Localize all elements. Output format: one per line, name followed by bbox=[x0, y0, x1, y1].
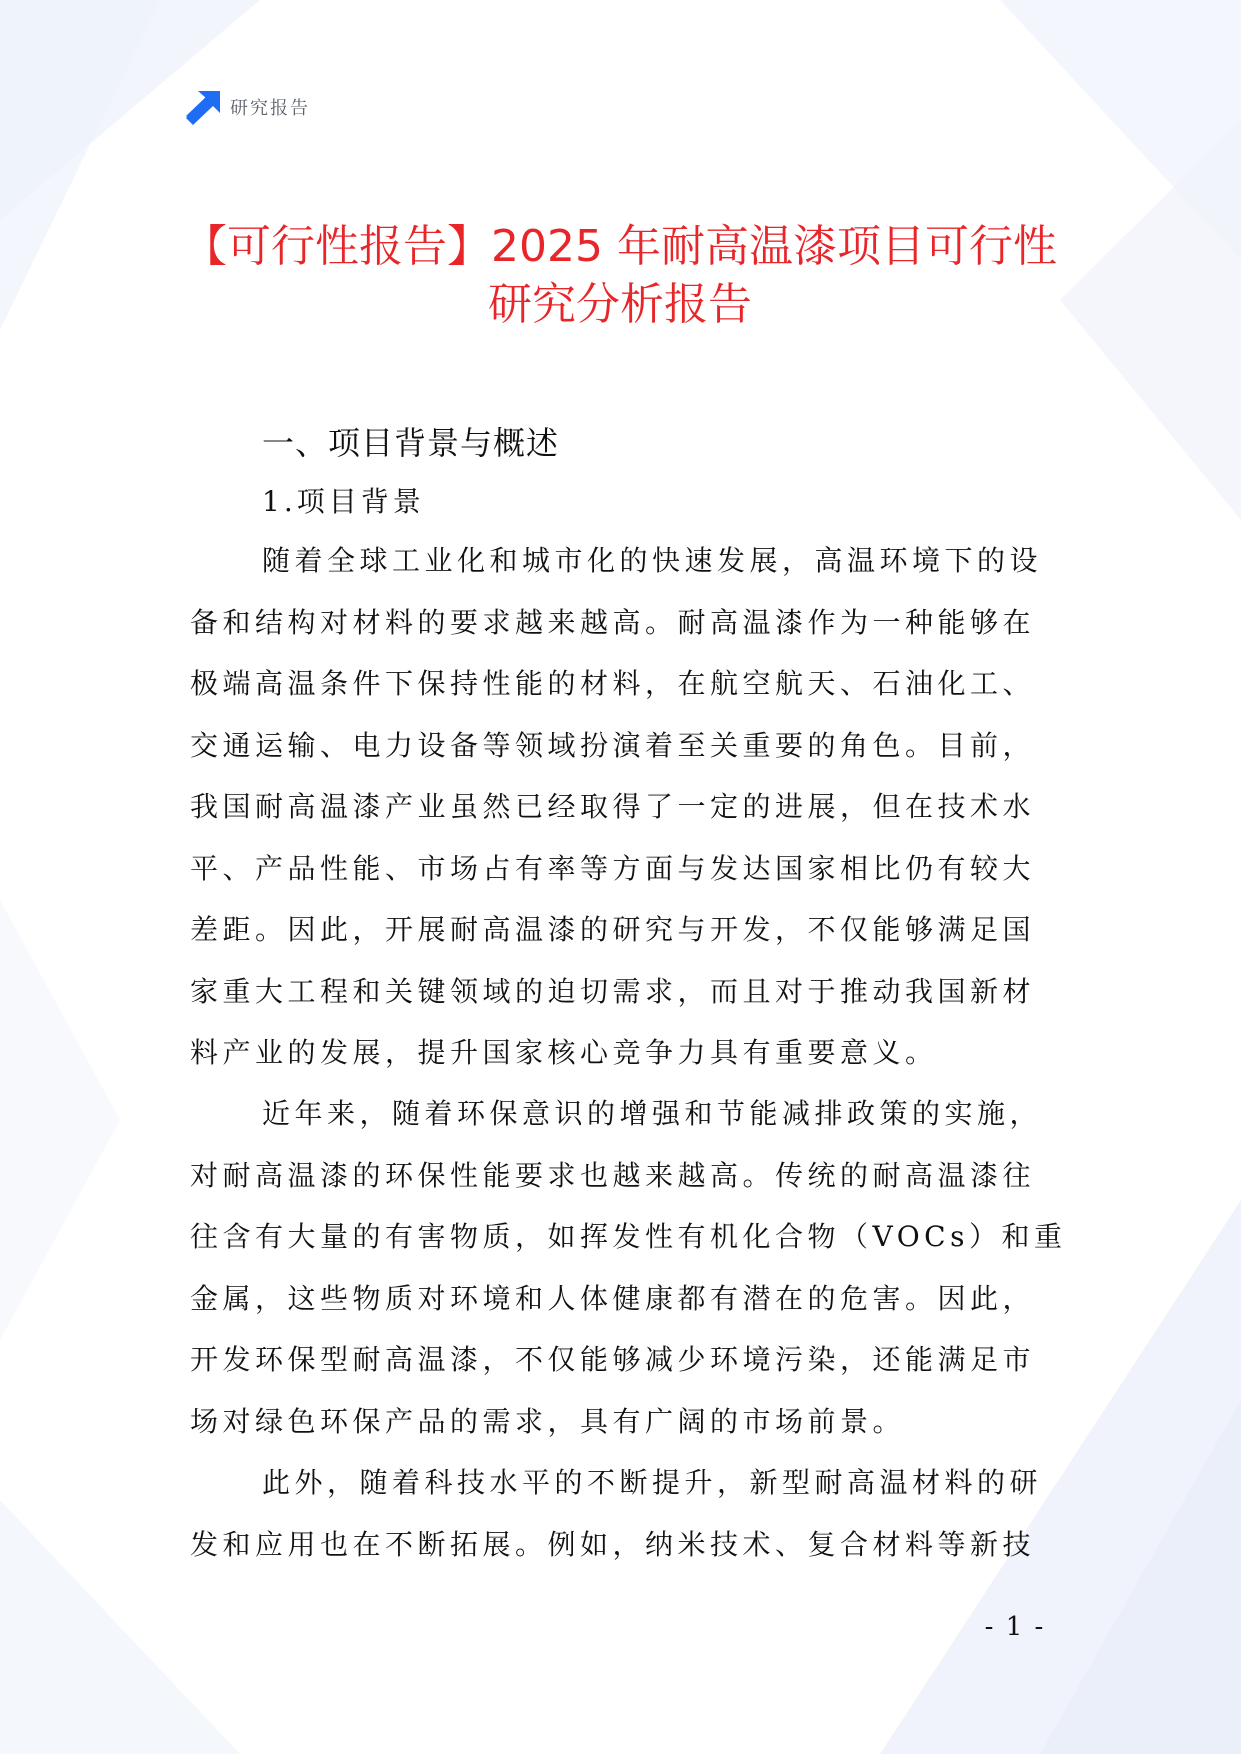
section-heading: 一、项目背景与概述 bbox=[262, 424, 560, 462]
paragraph-line: 此外，随着科技水平的不断提升，新型耐高温材料的研 bbox=[262, 1466, 1043, 1499]
paragraph-line: 随着全球工业化和城市化的快速发展，高温环境下的设 bbox=[262, 544, 1043, 577]
arrow-up-right-icon bbox=[186, 89, 222, 125]
header-label: 研究报告 bbox=[230, 98, 310, 119]
paragraph-3 bbox=[190, 1452, 1050, 1575]
paragraph-line: 开发环保型耐高温漆，不仅能够减少环境污染，还能满足市 bbox=[190, 1343, 1036, 1376]
paragraph-line: 平、产品性能、市场占有率等方面与发达国家相比仍有较大 bbox=[190, 851, 1036, 885]
document-header bbox=[186, 89, 310, 125]
paragraph-line: 对耐高温漆的环保性能要求也越来越高。传统的耐高温漆往 bbox=[190, 1158, 1036, 1192]
paragraph-1 bbox=[190, 530, 1050, 1084]
paragraph-line: 差距。因此，开展耐高温漆的研究与开发，不仅能够满足国 bbox=[190, 913, 1036, 946]
paragraph-line: 我国耐高温漆产业虽然已经取得了一定的进展，但在技术水 bbox=[190, 790, 1036, 823]
paragraph-line: 场对绿色环保产品的需求，具有广阔的市场前景。 bbox=[190, 1404, 906, 1438]
paragraph-line: 往含有大量的有害物质，如挥发性有机化合物（VOCs）和重 bbox=[190, 1220, 1067, 1253]
title-line: 研究分析报告 bbox=[488, 279, 752, 330]
paragraph-line: 备和结构对材料的要求越来越高。耐高温漆作为一种能够在 bbox=[190, 605, 1036, 639]
paragraph-line: 料产业的发展，提升国家核心竞争力具有重要意义。 bbox=[190, 1036, 938, 1069]
paragraph-line: 交通运输、电力设备等领域扮演着至关重要的角色。目前， bbox=[190, 728, 1036, 762]
paragraph-line: 家重大工程和关键领域的迫切需求，而且对于推动我国新材 bbox=[190, 974, 1036, 1008]
title-line: 【可行性报告】2025 年耐高温漆项目可行性 bbox=[183, 221, 1057, 272]
paragraph-line: 极端高温条件下保持性能的材料，在航空航天、石油化工、 bbox=[190, 667, 1036, 700]
document-title bbox=[160, 218, 1080, 334]
section-subheading: 1.项目背景 bbox=[262, 485, 425, 518]
paragraph-line: 发和应用也在不断拓展。例如，纳米技术、复合材料等新技 bbox=[190, 1527, 1036, 1561]
paragraph-2 bbox=[190, 1083, 1067, 1452]
page-number: - 1 - bbox=[984, 1612, 1046, 1642]
paragraph-line: 近年来，随着环保意识的增强和节能减排政策的实施， bbox=[262, 1097, 1043, 1130]
paragraph-line: 金属，这些物质对环境和人体健康都有潜在的危害。因此， bbox=[190, 1281, 1036, 1315]
